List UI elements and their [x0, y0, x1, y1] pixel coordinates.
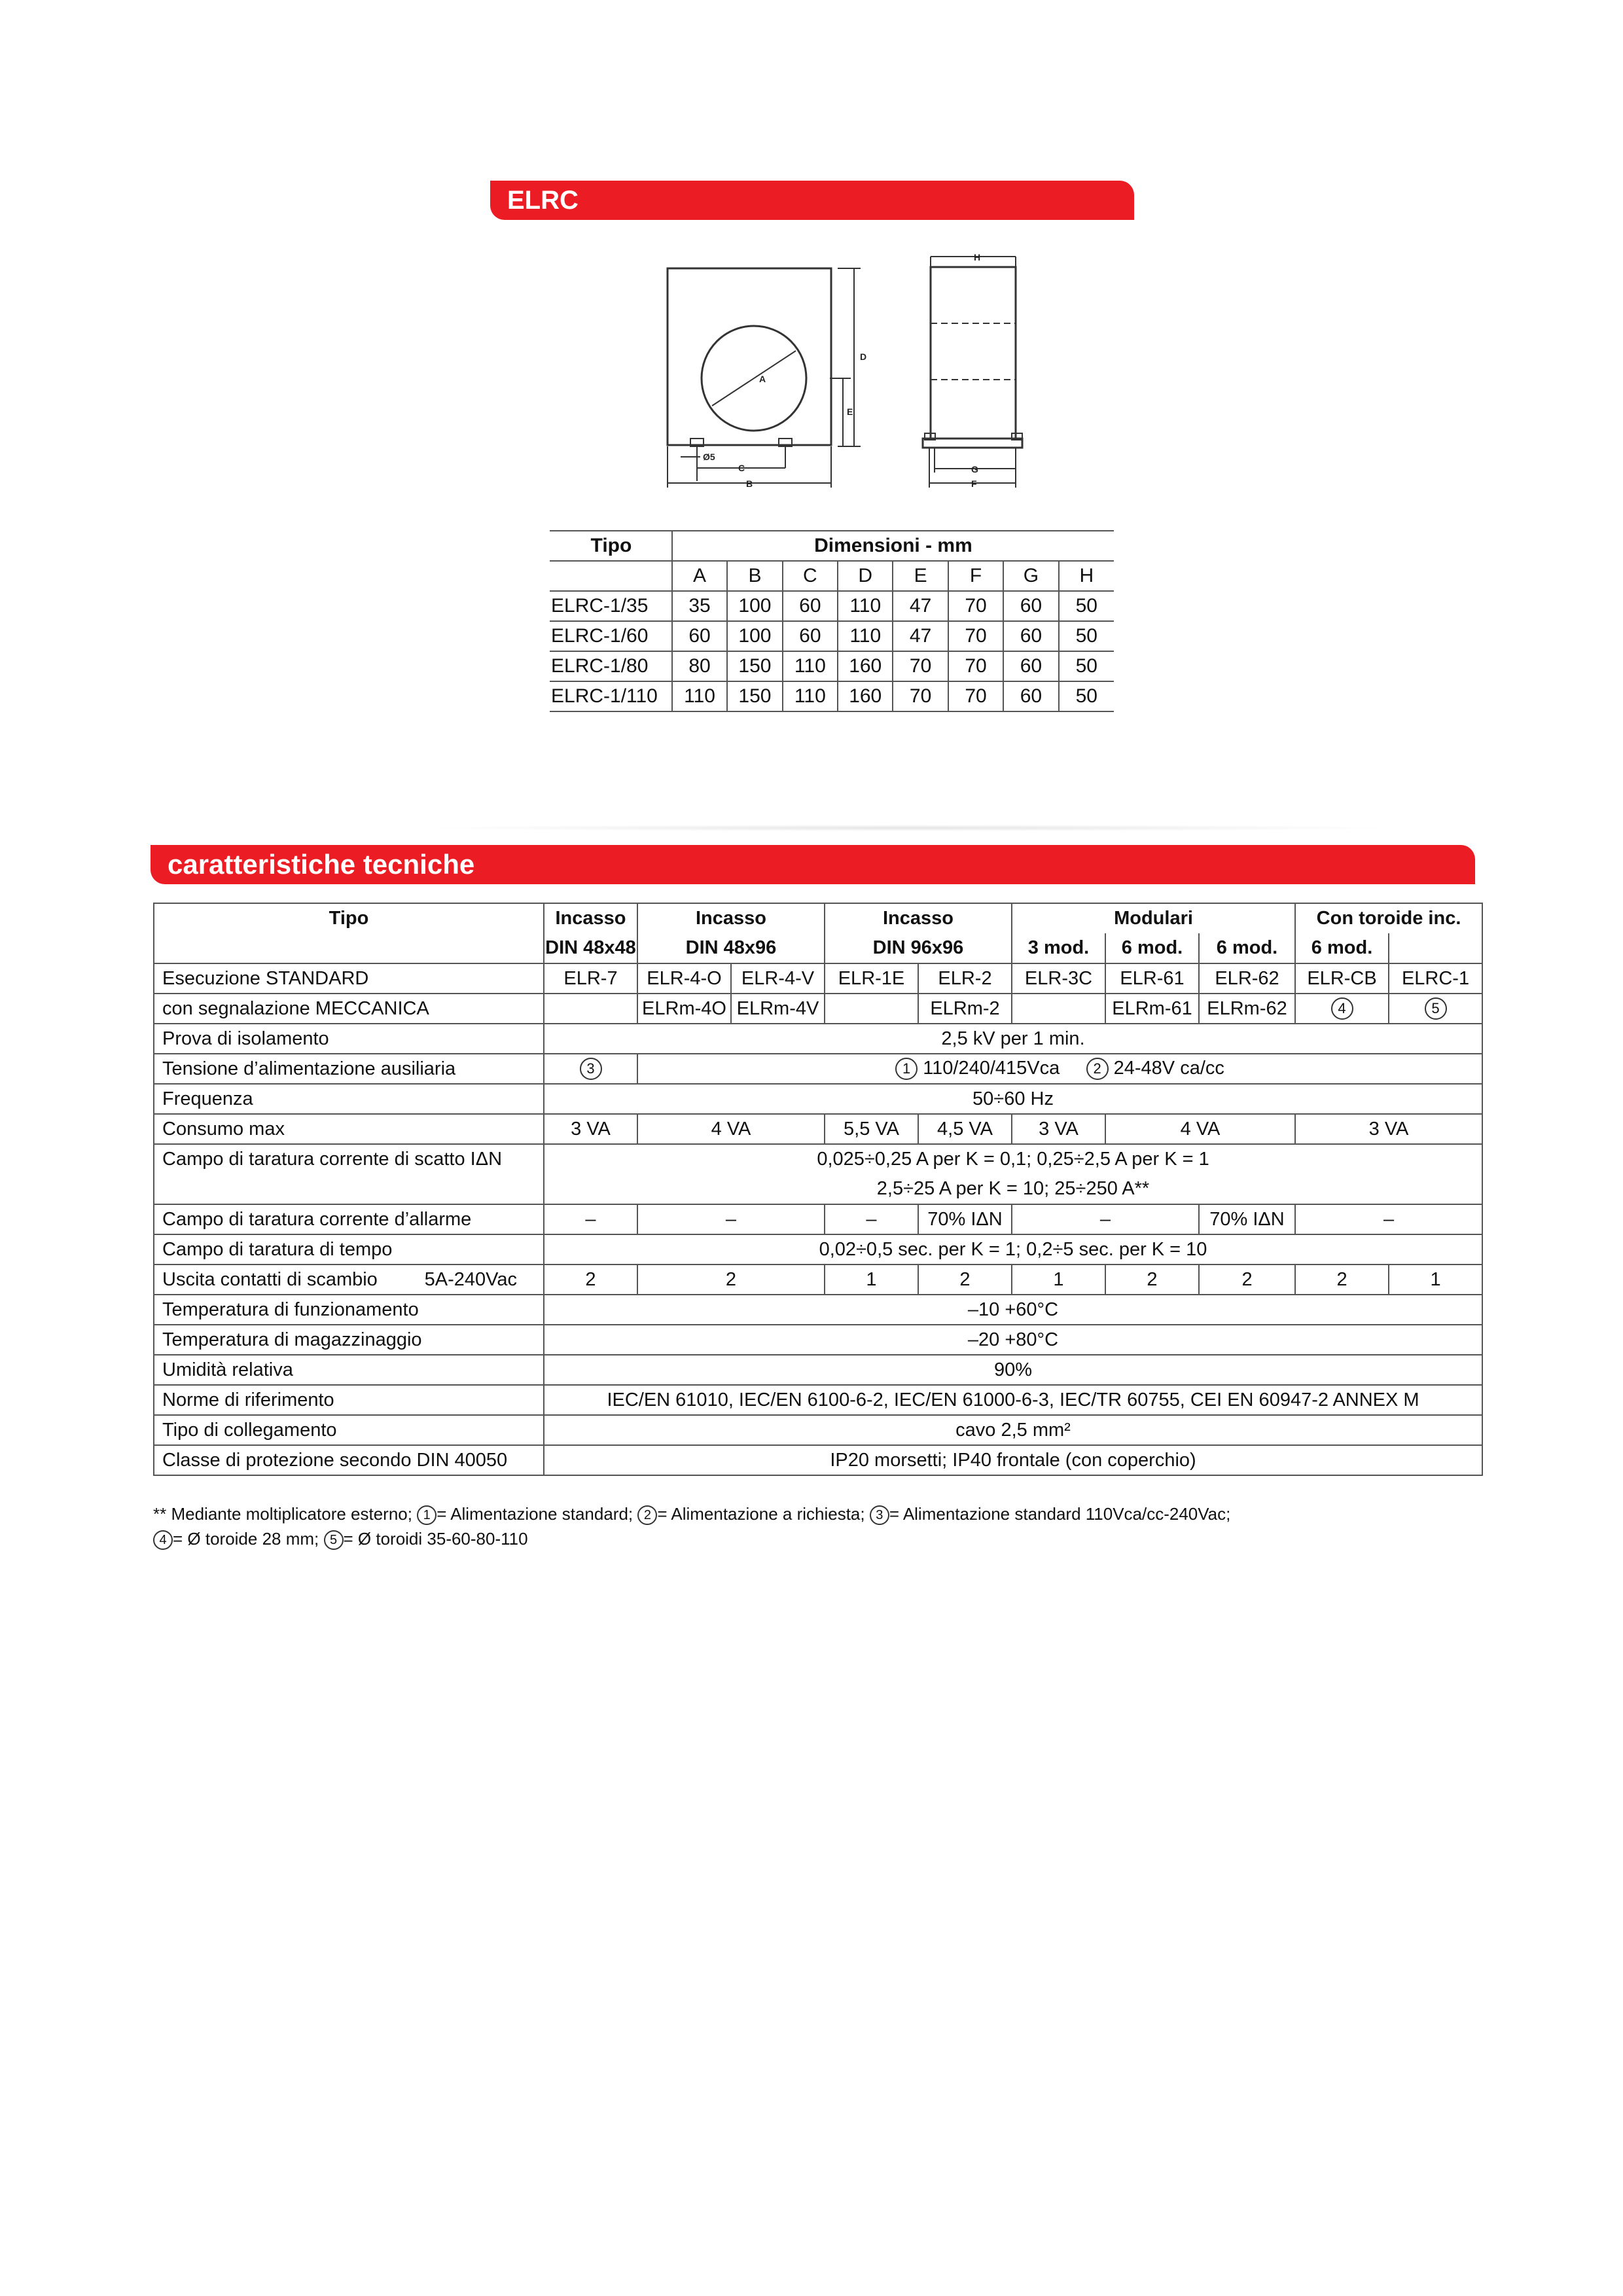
table-cell: IEC/EN 61010, IEC/EN 6100-6-2, IEC/EN 61000-6-3, IEC/TR 60755, CEI EN 60947-2 ANNEX M — [544, 1385, 1482, 1415]
dim-cell: 35 — [672, 591, 727, 621]
note-5-marker: 5 — [1425, 997, 1447, 1020]
dim-cell: 60 — [672, 621, 727, 651]
note-2-marker: 2 — [637, 1505, 657, 1525]
dim-col-e: E — [893, 561, 948, 591]
technical-characteristics-table — [153, 903, 1483, 1476]
dim-cell: 60 — [1003, 591, 1058, 621]
dim-cell: 100 — [727, 621, 782, 651]
table-cell: 2 — [1105, 1265, 1199, 1295]
dim-cell: 110 — [838, 591, 893, 621]
dim-col-a: A — [672, 561, 727, 591]
dim-cell: 70 — [948, 621, 1003, 651]
table-cell — [544, 1054, 637, 1084]
row-label — [154, 1265, 544, 1295]
dim-label-f: F — [971, 478, 977, 489]
table-cell: 4 VA — [637, 1114, 825, 1144]
dim-cell: 50 — [1059, 681, 1114, 711]
note-4-marker: 4 — [153, 1530, 173, 1550]
dim-cell: 100 — [727, 591, 782, 621]
tech-tipo-header: Tipo — [154, 903, 544, 933]
note-4-marker: 4 — [1331, 997, 1353, 1020]
table-cell: 0,025÷0,25 A per K = 0,1; 0,25÷2,5 A per K = 1 — [544, 1144, 1482, 1174]
table-cell: 4,5 VA — [918, 1114, 1012, 1144]
dim-cell: 60 — [1003, 681, 1058, 711]
row-label: Tensione d’alimentazione ausiliaria — [154, 1054, 544, 1084]
table-cell: 2 — [918, 1265, 1012, 1295]
incasso-48x48-header: Incasso — [544, 903, 637, 933]
row-label: Frequenza — [154, 1084, 544, 1114]
dim-table-header — [550, 531, 1114, 561]
dim-cell: 60 — [1003, 651, 1058, 681]
table-row — [154, 1445, 1482, 1475]
dim-columns-row — [550, 561, 1114, 591]
table-cell: 3 VA — [544, 1114, 637, 1144]
caratteristiche-banner-title: caratteristiche tecniche — [168, 849, 475, 880]
table-cell: –10 +60°C — [544, 1295, 1482, 1325]
table-cell: 3 VA — [1295, 1114, 1482, 1144]
con-toroide-header: Con toroide inc. — [1295, 903, 1482, 933]
dim-row-tipo: ELRC-1/35 — [550, 591, 672, 621]
toroide-blank-header — [1389, 933, 1482, 963]
table-row — [154, 1234, 1482, 1265]
dim-label-c: C — [738, 463, 745, 473]
table-cell: ELR-62 — [1199, 963, 1295, 994]
dim-cell: 70 — [893, 651, 948, 681]
dim-col-d: D — [838, 561, 893, 591]
side-view-body — [931, 267, 1016, 439]
dim-columns-blank — [550, 561, 672, 591]
dim-cell: 150 — [727, 681, 782, 711]
table-cell: – — [1295, 1204, 1482, 1234]
table-cell: ELRm-62 — [1199, 994, 1295, 1024]
table-row — [550, 621, 1114, 651]
dim-cell: 110 — [783, 681, 838, 711]
footnote-text: = Alimentazione a richiesta; — [657, 1504, 865, 1524]
dim-row-tipo: ELRC-1/80 — [550, 651, 672, 681]
dim-cell: 50 — [1059, 591, 1114, 621]
elrc-section-banner — [490, 181, 1134, 220]
table-cell: ELR-1E — [825, 963, 918, 994]
row-label: Tipo di collegamento — [154, 1415, 544, 1445]
toroide-mod-6-header: 6 mod. — [1295, 933, 1389, 963]
dim-label-b: B — [746, 478, 753, 489]
dim-col-f: F — [948, 561, 1003, 591]
dim-label-d: D — [860, 351, 867, 362]
table-cell: 2,5 kV per 1 min. — [544, 1024, 1482, 1054]
drawing-svg — [654, 242, 1073, 511]
dim-mm-header: Dimensioni - mm — [672, 531, 1114, 561]
dim-row-tipo: ELRC-1/110 — [550, 681, 672, 711]
table-cell — [544, 994, 637, 1024]
table-row — [154, 1204, 1482, 1234]
table-row — [154, 1295, 1482, 1325]
dim-col-h: H — [1059, 561, 1114, 591]
table-cell: 2 — [544, 1265, 637, 1295]
dim-cell: 160 — [838, 681, 893, 711]
voltage-optional: 24-48V ca/cc — [1113, 1057, 1224, 1079]
dim-cell: 50 — [1059, 621, 1114, 651]
din-96x96-header: DIN 96x96 — [825, 933, 1012, 963]
footnote-text: = Alimentazione standard 110Vca/cc-240Vac; — [889, 1504, 1231, 1524]
elrc-dimension-drawing — [654, 242, 1073, 511]
caratteristiche-section-banner — [151, 845, 1475, 884]
row-label: Norme di riferimento — [154, 1385, 544, 1415]
dim-tipo-header: Tipo — [550, 531, 672, 561]
table-cell: 70% IΔN — [1199, 1204, 1295, 1234]
note-1-marker: 1 — [895, 1058, 918, 1080]
table-cell: 3 VA — [1012, 1114, 1105, 1144]
table-cell — [1295, 994, 1389, 1024]
table-cell: – — [544, 1204, 637, 1234]
table-row — [154, 1325, 1482, 1355]
table-cell: ELRm-2 — [918, 994, 1012, 1024]
table-row — [154, 1084, 1482, 1114]
dim-cell: 150 — [727, 651, 782, 681]
dim-cell: 110 — [672, 681, 727, 711]
mod-3-header: 3 mod. — [1012, 933, 1105, 963]
table-cell: 4 VA — [1105, 1114, 1295, 1144]
dim-col-b: B — [727, 561, 782, 591]
elrc-banner-title: ELRC — [507, 185, 579, 215]
note-5-marker: 5 — [324, 1530, 344, 1550]
dim-label-e: E — [847, 406, 853, 417]
section-divider — [419, 825, 1400, 831]
table-row — [154, 963, 1482, 994]
table-cell: ELR-3C — [1012, 963, 1105, 994]
note-3-marker: 3 — [870, 1505, 889, 1525]
footnote-multiplier: ** Mediante moltiplicatore esterno; — [153, 1504, 412, 1524]
dim-col-g: G — [1003, 561, 1058, 591]
tech-header-row-1 — [154, 903, 1482, 933]
tech-tipo-header-blank — [154, 933, 544, 963]
table-cell: 2 — [1295, 1265, 1389, 1295]
table-cell: 1 — [1012, 1265, 1105, 1295]
dim-cell: 110 — [838, 621, 893, 651]
table-cell: ELR-7 — [544, 963, 637, 994]
table-cell: ELR-CB — [1295, 963, 1389, 994]
voltage-standard: 110/240/415Vca — [923, 1057, 1060, 1079]
table-row — [154, 1265, 1482, 1295]
table-row — [154, 1385, 1482, 1415]
dim-label-g: G — [971, 464, 978, 475]
note-3-marker: 3 — [580, 1058, 602, 1080]
table-row — [154, 1054, 1482, 1084]
row-label-rating: 5A-240Vac — [424, 1268, 517, 1290]
row-label: con segnalazione MECCANICA — [154, 994, 544, 1024]
table-row — [154, 994, 1482, 1024]
footnote-text: = Ø toroidi 35-60-80-110 — [343, 1529, 528, 1549]
table-cell: ELRm-61 — [1105, 994, 1199, 1024]
table-cell: ELR-61 — [1105, 963, 1199, 994]
dim-label-a: A — [759, 374, 766, 384]
dim-cell: 80 — [672, 651, 727, 681]
row-label: Campo di taratura corrente di scatto IΔN — [154, 1144, 544, 1174]
dim-cell: 70 — [948, 681, 1003, 711]
din-48x96-header: DIN 48x96 — [637, 933, 825, 963]
dim-col-c: C — [783, 561, 838, 591]
table-cell: 50÷60 Hz — [544, 1084, 1482, 1114]
table-cell: ELRm-4V — [731, 994, 825, 1024]
table-cell: IP20 morsetti; IP40 frontale (con coperchio) — [544, 1445, 1482, 1475]
row-label: Temperatura di funzionamento — [154, 1295, 544, 1325]
footnote-text: = Alimentazione standard; — [437, 1504, 633, 1524]
table-cell — [1012, 994, 1105, 1024]
dim-row-tipo: ELRC-1/60 — [550, 621, 672, 651]
table-cell — [637, 1054, 1482, 1084]
table-row — [550, 591, 1114, 621]
table-row — [154, 1144, 1482, 1174]
footnotes — [153, 1501, 1230, 1551]
dim-cell: 60 — [1003, 621, 1058, 651]
incasso-96x96-header: Incasso — [825, 903, 1012, 933]
table-cell: 90% — [544, 1355, 1482, 1385]
row-label: Umidità relativa — [154, 1355, 544, 1385]
table-cell: 2 — [1199, 1265, 1295, 1295]
table-row — [154, 1415, 1482, 1445]
table-cell: 1 — [825, 1265, 918, 1295]
dim-label-h: H — [974, 252, 981, 262]
table-cell: ELRC-1 — [1389, 963, 1482, 994]
row-label-continued — [154, 1174, 544, 1204]
footnote-text: = Ø toroide 28 mm; — [173, 1529, 319, 1549]
table-row — [154, 1024, 1482, 1054]
dim-cell: 60 — [783, 621, 838, 651]
mod-6-header: 6 mod. — [1105, 933, 1199, 963]
dim-cell: 110 — [783, 651, 838, 681]
row-label-main: Uscita contatti di scambio — [162, 1268, 378, 1290]
front-view-body — [668, 268, 831, 445]
table-row — [154, 1174, 1482, 1204]
dim-cell: 70 — [948, 651, 1003, 681]
table-row — [154, 1114, 1482, 1144]
table-row — [154, 1355, 1482, 1385]
row-label: Consumo max — [154, 1114, 544, 1144]
table-cell: – — [1012, 1204, 1199, 1234]
dim-cell: 60 — [783, 591, 838, 621]
table-cell: 2,5÷25 A per K = 10; 25÷250 A** — [544, 1174, 1482, 1204]
dim-cell: 70 — [948, 591, 1003, 621]
dim-cell: 47 — [893, 591, 948, 621]
row-label: Esecuzione STANDARD — [154, 963, 544, 994]
dim-cell: 70 — [893, 681, 948, 711]
note-1-marker: 1 — [417, 1505, 437, 1525]
table-cell: 5,5 VA — [825, 1114, 918, 1144]
table-cell: ELR-4-V — [731, 963, 825, 994]
incasso-48x96-header: Incasso — [637, 903, 825, 933]
table-cell: 70% IΔN — [918, 1204, 1012, 1234]
dimensions-table — [550, 530, 1114, 712]
table-cell: 0,02÷0,5 sec. per K = 1; 0,2÷5 sec. per K = 10 — [544, 1234, 1482, 1265]
row-label: Prova di isolamento — [154, 1024, 544, 1054]
table-cell: ELRm-4O — [637, 994, 731, 1024]
row-label: Campo di taratura di tempo — [154, 1234, 544, 1265]
dim-cell: 160 — [838, 651, 893, 681]
table-cell: ELR-2 — [918, 963, 1012, 994]
table-cell: – — [825, 1204, 918, 1234]
table-cell — [825, 994, 918, 1024]
table-cell: cavo 2,5 mm² — [544, 1415, 1482, 1445]
table-cell: 1 — [1389, 1265, 1482, 1295]
footnote-line-1 — [153, 1501, 1230, 1526]
footnote-line-2 — [153, 1526, 1230, 1551]
dim-cell: 47 — [893, 621, 948, 651]
din-48x48-header: DIN 48x48 — [544, 933, 637, 963]
row-label: Classe di protezione secondo DIN 40050 — [154, 1445, 544, 1475]
dim-cell: 50 — [1059, 651, 1114, 681]
modulari-header: Modulari — [1012, 903, 1295, 933]
table-row — [550, 651, 1114, 681]
table-cell: –20 +80°C — [544, 1325, 1482, 1355]
table-cell: 2 — [637, 1265, 825, 1295]
row-label: Campo di taratura corrente d’allarme — [154, 1204, 544, 1234]
table-row — [550, 681, 1114, 711]
note-2-marker: 2 — [1086, 1058, 1109, 1080]
tech-header-row-2 — [154, 933, 1482, 963]
mod-6-header: 6 mod. — [1199, 933, 1295, 963]
table-cell: ELR-4-O — [637, 963, 731, 994]
dim-label-hole: Ø5 — [703, 452, 715, 462]
table-cell: – — [637, 1204, 825, 1234]
row-label: Temperatura di magazzinaggio — [154, 1325, 544, 1355]
table-cell — [1389, 994, 1482, 1024]
